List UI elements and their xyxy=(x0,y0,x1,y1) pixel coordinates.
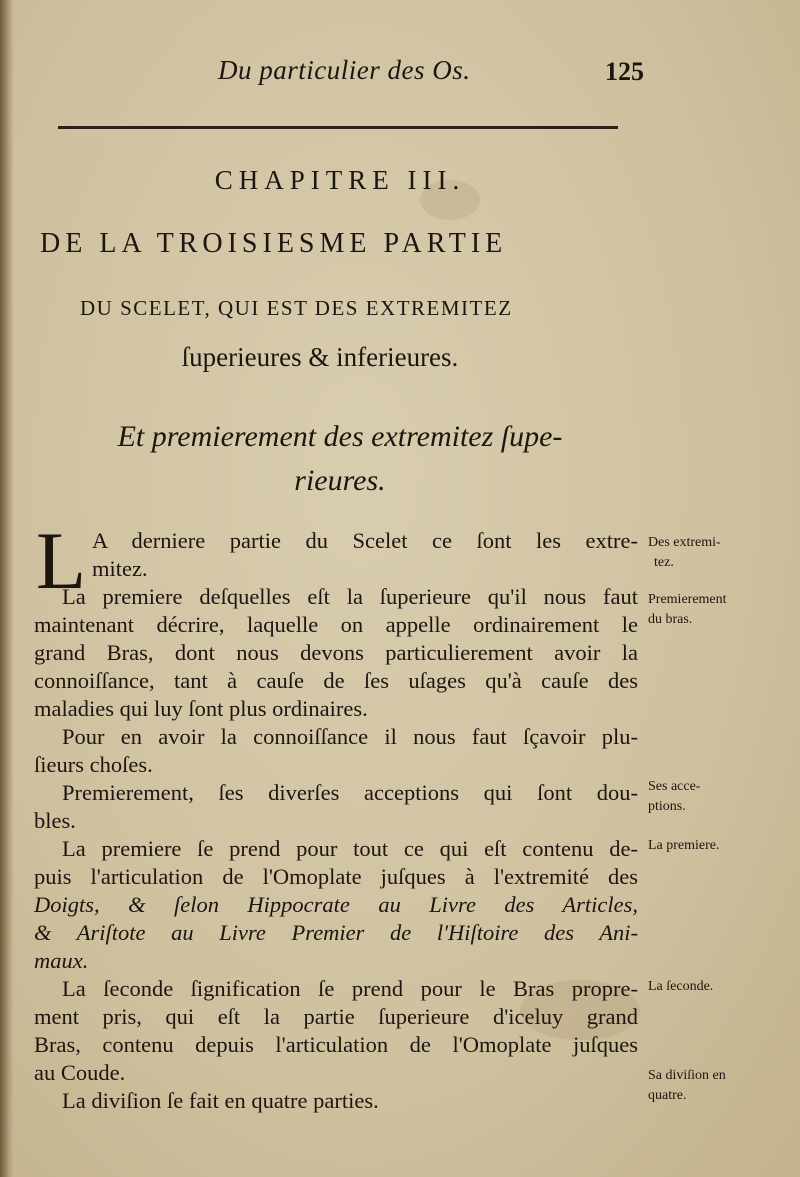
margin-note: du bras. xyxy=(648,612,693,627)
margin-note: Sa diviſion en xyxy=(648,1068,726,1083)
body-line: puis l'articulation de l'Omoplate juſques à l'extremité des xyxy=(34,864,638,889)
body-line: La diviſion ſe fait en quatre parties. xyxy=(62,1088,379,1113)
body-line: A derniere partie du Scelet ce ſont les extre- xyxy=(92,528,638,553)
body-line: mitez. xyxy=(92,556,148,581)
body-line: grand Bras, dont nous devons particulierement avoir la xyxy=(34,640,638,665)
body-line: La premiere deſquelles eſt la ſuperieure qu'il nous faut xyxy=(62,584,638,609)
running-title: Du particulier des Os. xyxy=(218,55,471,85)
subheading-line-2: rieures. xyxy=(294,464,386,497)
body-line: maintenant décrire, laquelle on appelle ordinairement le xyxy=(34,612,638,637)
heading-line-3: ſuperieures & inferieures. xyxy=(181,342,459,372)
section-subheading xyxy=(0,415,680,503)
body-line: & Ariſtote au Livre Premier de l'Hiſtoire des Ani- xyxy=(34,920,638,945)
margin-note: La ſeconde. xyxy=(648,979,714,994)
margin-note: La premiere. xyxy=(648,838,720,853)
body-line: connoiſſance, tant à cauſe de ſes uſages qu'à cauſe des xyxy=(34,668,638,693)
chapter-title: CHAPITRE III. xyxy=(214,165,466,195)
body-line: Bras, contenu depuis l'articulation de l'Omoplate juſques xyxy=(34,1032,638,1057)
body-line: La ſeconde ſignification ſe prend pour le Bras propre- xyxy=(62,976,638,1001)
subheading-line-1: Et premierement des extremitez ſupe- xyxy=(117,420,563,453)
body-line: Premierement, ſes diverſes acceptions qui ſont dou- xyxy=(62,780,638,805)
heading-line-1: DE LA TROISIESME PARTIE xyxy=(40,228,508,259)
body-line: ment pris, qui eſt la partie ſuperieure d'iceluy grand xyxy=(34,1004,638,1029)
running-head xyxy=(0,55,800,95)
margin-note: quatre. xyxy=(648,1088,687,1103)
body-line: Doigts, & ſelon Hippocrate au Livre des Articles, xyxy=(34,892,638,917)
body-line: Pour en avoir la connoiſſance il nous faut ſçavoir plu- xyxy=(62,724,638,749)
margin-note: tez. xyxy=(654,555,674,570)
header-rule xyxy=(58,126,618,129)
margin-note: Des extremi- xyxy=(648,535,721,550)
page-number: 125 xyxy=(605,57,644,86)
body-line: bles. xyxy=(34,808,76,833)
margin-note: ptions. xyxy=(648,799,686,814)
body-line: au Coude. xyxy=(34,1060,126,1085)
margin-note: Premierement xyxy=(648,592,727,607)
body-line: La premiere ſe prend pour tout ce qui eſt contenu de- xyxy=(62,836,638,861)
body-line: maux. xyxy=(34,948,89,973)
margin-note: Ses acce- xyxy=(648,779,701,794)
body-line: ſieurs choſes. xyxy=(34,752,153,777)
drop-cap: L xyxy=(36,515,87,606)
body-line: maladies qui luy ſont plus ordinaires. xyxy=(34,696,368,721)
heading-line-2: DU SCELET, QUI EST DES EXTREMITEZ xyxy=(80,296,513,320)
